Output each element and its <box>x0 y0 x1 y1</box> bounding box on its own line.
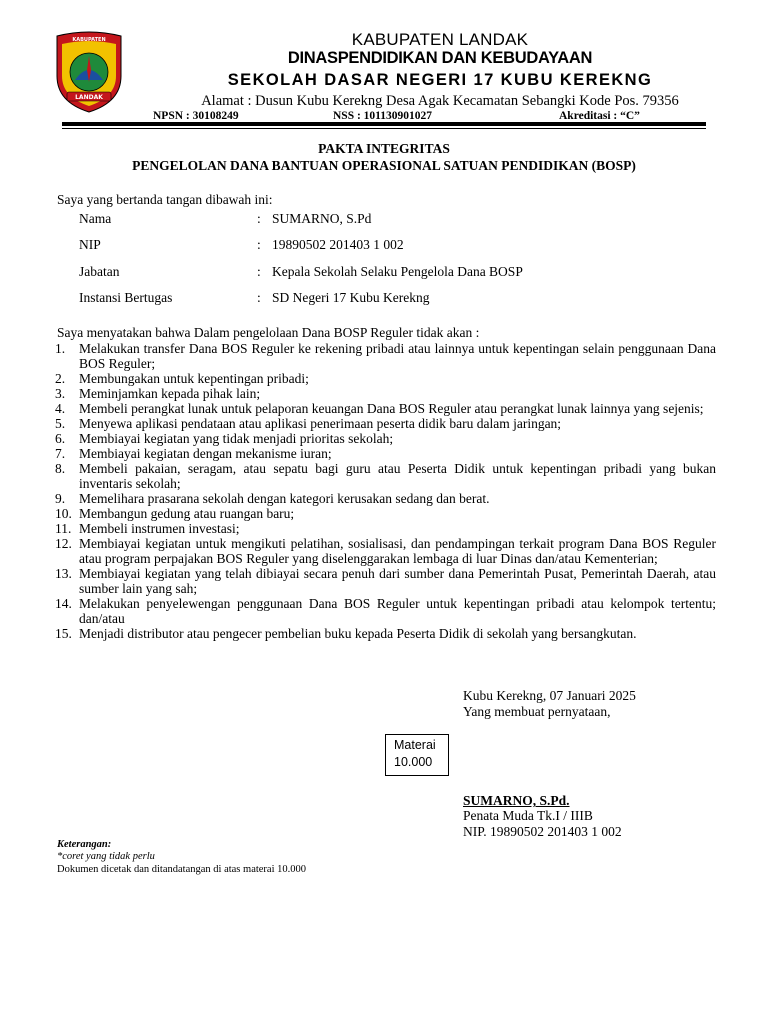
list-number: 13. <box>55 566 72 581</box>
identity-label: Jabatan <box>79 264 120 279</box>
list-item <box>55 341 716 371</box>
identity-value: Kepala Sekolah Selaku Pengelola Dana BOSP <box>272 264 523 279</box>
list-number: 12. <box>55 536 72 551</box>
list-number: 6. <box>55 431 66 446</box>
signer-nip: NIP. 19890502 201403 1 002 <box>463 824 622 839</box>
identity-label: Instansi Bertugas <box>79 290 173 305</box>
npsn: NPSN : 30108249 <box>153 110 239 122</box>
prohibition-list <box>55 341 716 641</box>
letterhead <box>130 30 750 124</box>
list-item <box>55 506 716 521</box>
list-item-text: Menyewa aplikasi pendataan atau aplikasi penerimaan peserta didik baru dalam jaringan; <box>79 416 562 431</box>
list-item-text: Menjadi distributor atau pengecer pembelian buku kepada Peserta Didik di sekolah yang bersangkutan. <box>79 626 637 641</box>
identity-value: SD Negeri 17 Kubu Kerekng <box>272 290 430 305</box>
list-number: 7. <box>55 446 66 461</box>
notes-line-1: *coret yang tidak perlu <box>57 851 155 862</box>
list-item <box>55 491 716 506</box>
list-item-text: Memelihara prasarana sekolah dengan kategori kerusakan sedang dan berat. <box>79 491 490 506</box>
materai-label: Materai <box>394 738 436 752</box>
list-number: 11. <box>55 521 72 536</box>
nss: NSS : 101130901027 <box>333 110 433 122</box>
list-item <box>55 431 716 446</box>
list-item-text: Meminjamkan kepada pihak lain; <box>79 386 261 401</box>
identity-row-position <box>79 264 739 280</box>
place-date: Kubu Kerekng, 07 Januari 2025 <box>463 688 636 703</box>
list-item-text: Membungakan untuk kepentingan pribadi; <box>79 371 309 386</box>
identity-value: 19890502 201403 1 002 <box>272 237 404 252</box>
identity-label: Nama <box>79 211 112 226</box>
list-item-text: Membiayai kegiatan dengan mekanisme iuran; <box>79 446 332 461</box>
list-item <box>55 386 716 401</box>
list-item-text: Membangun gedung atau ruangan baru; <box>79 506 295 521</box>
list-item-text: Membeli pakaian, seragam, atau sepatu bagi guru atau Peserta Didik untuk kepentingan pribadi yang bukan inventaris sekolah; <box>79 461 716 491</box>
document-title: PAKTA INTEGRITAS <box>318 141 450 156</box>
identity-value: SUMARNO, S.Pd <box>272 211 372 226</box>
list-item <box>55 626 716 641</box>
intro-text: Saya yang bertanda tangan dibawah ini: <box>57 192 273 207</box>
signer-name: SUMARNO, S.Pd. <box>463 793 570 808</box>
list-item <box>55 401 716 416</box>
list-number: 15. <box>55 626 72 641</box>
list-item <box>55 566 716 596</box>
list-number: 1. <box>55 341 66 356</box>
identity-colon: : <box>257 211 261 226</box>
materai-value: 10.000 <box>394 755 433 769</box>
header-rule-thick <box>62 122 706 126</box>
list-number: 3. <box>55 386 66 401</box>
logo-text-top: KABUPATEN <box>72 37 106 43</box>
signer-rank: Penata Muda Tk.I / IIIB <box>463 808 593 823</box>
agency-name: DINASPENDIDIKAN DAN KEBUDAYAAN <box>287 49 593 67</box>
list-item <box>55 521 716 536</box>
list-number: 14. <box>55 596 72 611</box>
list-item <box>55 536 716 566</box>
identity-colon: : <box>257 290 261 305</box>
list-item-text: Melakukan penyelewengan penggunaan Dana BOS Reguler untuk kepentingan pribadi atau kelompok tertentu; dan/atau <box>79 596 716 626</box>
list-item <box>55 596 716 626</box>
school-name: SEKOLAH DASAR NEGERI 17 KUBU KEREKNG <box>227 71 653 89</box>
list-item <box>55 461 716 491</box>
list-number: 4. <box>55 401 66 416</box>
list-number: 5. <box>55 416 66 431</box>
list-item <box>55 371 716 386</box>
identity-label: NIP <box>79 237 101 252</box>
notes-heading: Keterangan: <box>57 839 112 850</box>
list-item <box>55 446 716 461</box>
list-item-text: Membiayai kegiatan yang telah dibiayai secara penuh dari sumber dana Pemerintah Pusat, Pemerintah Daerah, atau sumber lain yang sah; <box>79 566 716 596</box>
list-item <box>55 416 716 431</box>
signature-caption: Yang membuat pernyataan, <box>463 704 611 719</box>
identity-row-nip <box>79 237 739 253</box>
list-number: 10. <box>55 506 72 521</box>
akreditasi: Akreditasi : “C” <box>559 110 640 122</box>
notes-line-2: Dokumen dicetak dan ditandatangan di atas materai 10.000 <box>57 864 307 875</box>
list-item-text: Melakukan transfer Dana BOS Reguler ke rekening pribadi atau lainnya untuk kepentingan selain penggunaan Dana BOS Reguler; <box>79 341 716 371</box>
regency-name: KABUPATEN LANDAK <box>351 30 529 49</box>
logo-text-bottom: LANDAK <box>75 94 103 101</box>
list-number: 8. <box>55 461 66 476</box>
identity-colon: : <box>257 264 261 279</box>
school-address: Alamat : Dusun Kubu Kerekng Desa Agak Kecamatan Sebangki Kode Pos. 79356 <box>201 93 679 109</box>
regency-logo <box>53 30 125 114</box>
list-number: 9. <box>55 491 66 506</box>
identity-row-institution <box>79 290 739 306</box>
header-rule-thin <box>62 128 706 129</box>
list-item-text: Membiayai kegiatan untuk mengikuti pelatihan, sosialisasi, dan pendampingan terkait program Dana BOS Reguler atau program perpajakan BOS Reguler yang diselenggarakan lembaga di luar Dinas dan/atau Kementerian; <box>79 536 716 566</box>
statement-text: Saya menyatakan bahwa Dalam pengelolaan Dana BOSP Reguler tidak akan : <box>57 325 480 340</box>
materai-box <box>385 734 449 776</box>
list-item-text: Membeli perangkat lunak untuk pelaporan keuangan Dana BOS Reguler atau perangkat lunak lainnya yang sejenis; <box>79 401 704 416</box>
list-item-text: Membiayai kegiatan yang tidak menjadi prioritas sekolah; <box>79 431 394 446</box>
list-number: 2. <box>55 371 66 386</box>
identity-row-name <box>79 211 739 227</box>
list-item-text: Membeli instrumen investasi; <box>79 521 240 536</box>
document-subtitle: PENGELOLAN DANA BANTUAN OPERASIONAL SATUAN PENDIDIKAN (BOSP) <box>132 158 636 173</box>
identity-colon: : <box>257 237 261 252</box>
